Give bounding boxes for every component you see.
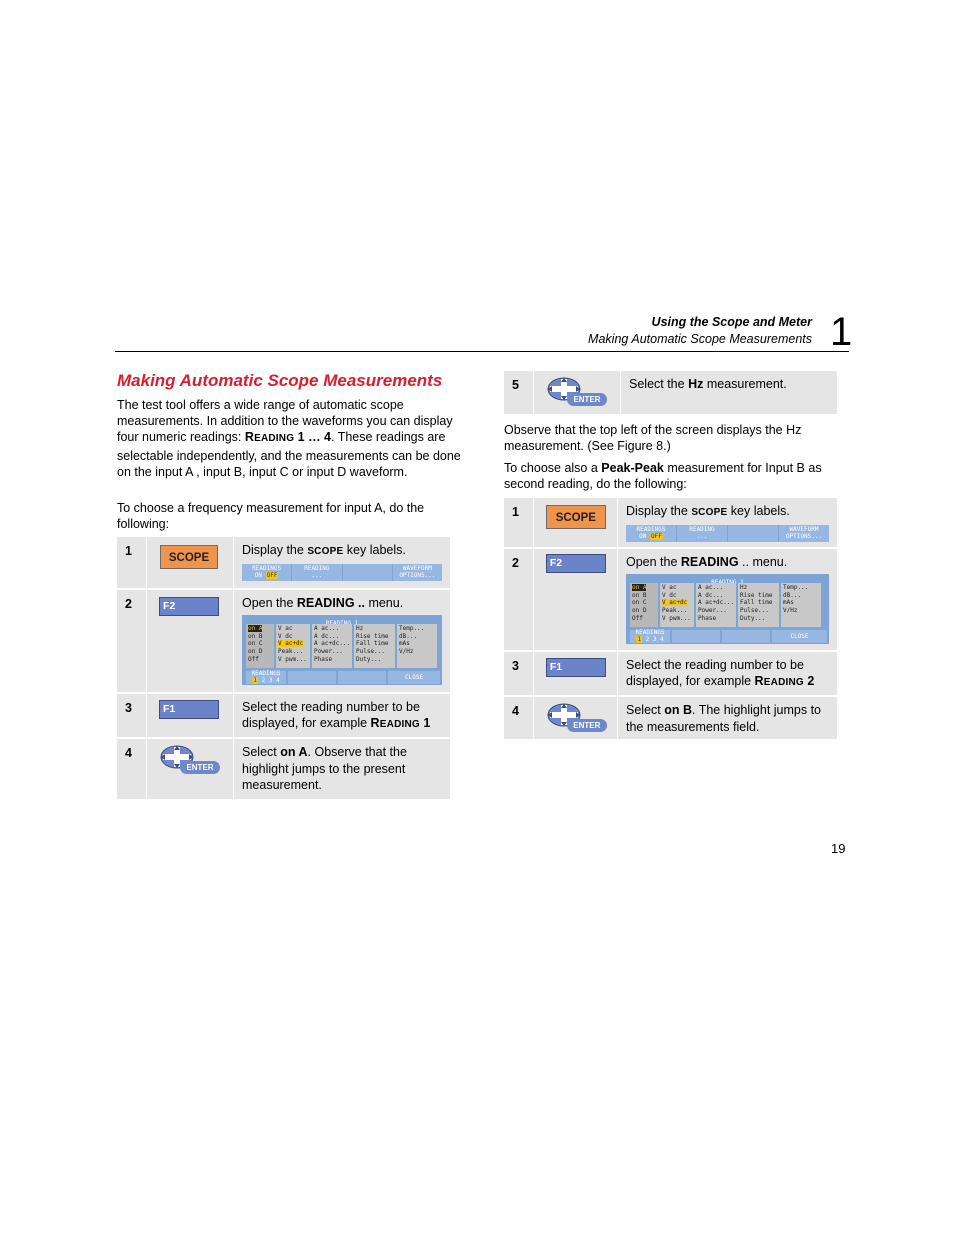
- left-steps-table: [117, 535, 450, 801]
- table-row: [504, 371, 837, 414]
- table-row: [504, 549, 837, 650]
- input-column: on A on B on C on D Off: [630, 583, 658, 627]
- step-text: Open the READING .. menu. on A on B on C on D Off V ac V dc V ac+dc Peak... V pwm... A ac... A dc... A ac+dc... Power... Phase Hz Rise time Fall time Pulse... Duty... Temp... dB... mAs V/Hz READINGS 1 2 3 4 CLOSE: [618, 549, 837, 650]
- readings-on-off-label: READINGS ON OFF: [626, 525, 676, 542]
- key-cell: [534, 371, 621, 414]
- f2-key-button[interactable]: F2: [159, 597, 219, 616]
- step-number: 2: [117, 590, 147, 692]
- key-cell: [147, 739, 234, 799]
- waveform-options-label: WAVEFORM OPTIONS...: [779, 525, 829, 542]
- empty-label: [728, 525, 778, 542]
- key-cell: [534, 549, 618, 650]
- current-column: A ac... A dc... A ac+dc... Power... Phase: [696, 583, 736, 627]
- peak-peak-paragraph: To choose also a Peak-Peak measurement for Input B as second reading, do the following:: [504, 461, 822, 492]
- frequency-column: Hz Rise time Fall time Pulse... Duty...: [354, 624, 395, 668]
- step-number: 4: [504, 697, 534, 739]
- other-column: Temp... dB... mAs V/Hz: [781, 583, 821, 627]
- step-number: 1: [117, 537, 147, 588]
- key-cell: [534, 697, 618, 739]
- page-number: 19: [831, 841, 846, 856]
- table-row: [117, 694, 450, 737]
- intro-paragraph: The test tool offers a wide range of automatic scope measurements. In addition to the waveforms you can display four numeric readings: READING 1 … 4. These readings are selectable independently, and the measurements can be done on the input A , input B, input C or input D waveform.: [117, 398, 461, 479]
- enter-key-button[interactable]: [546, 702, 608, 736]
- current-column: A ac... A dc... A ac+dc... Power... Phase: [312, 624, 352, 668]
- step-text: Select on B. The highlight jumps to the measurements field.: [618, 697, 837, 739]
- step-text: Select the reading number to be displayed, for example READING 1: [234, 694, 450, 737]
- enter-label: ENTER: [567, 393, 607, 406]
- key-cell: [147, 590, 234, 692]
- other-column: Temp... dB... mAs V/Hz: [397, 624, 437, 668]
- waveform-options-label: WAVEFORM OPTIONS...: [393, 564, 442, 581]
- reading-menu-label: READING ...: [677, 525, 727, 542]
- step-text: Display the SCOPE key labels. READINGS ON OFF READING ... WAVEFORM OPTIONS...: [234, 537, 450, 588]
- reading-menu-screen: [242, 615, 442, 685]
- right-step5-table: [504, 369, 837, 416]
- voltage-column: V ac V dc V ac+dc Peak... V pwm...: [276, 624, 310, 668]
- step-text: Select on A. Observe that the highlight jumps to the present measurement.: [234, 739, 450, 799]
- step-text: Open the READING .. menu. on A on B on C on D Off V ac V dc V ac+dc Peak... V pwm... A ac... A dc... A ac+dc... Power... Phase Hz Rise time Fall time Pulse... Duty... Temp... dB... mAs V/Hz READINGS 1 2 3 4 CLOSE: [234, 590, 450, 692]
- frequency-column: Hz Rise time Fall time Pulse... Duty...: [738, 583, 779, 627]
- chapter-title: Using the Scope and Meter: [651, 315, 812, 329]
- enter-key-button[interactable]: [546, 376, 608, 410]
- step-number: 3: [117, 694, 147, 737]
- chapter-number: 1: [830, 310, 853, 354]
- running-section-title: Making Automatic Scope Measurements: [588, 332, 812, 346]
- step-number: 4: [117, 739, 147, 799]
- table-row: [117, 590, 450, 692]
- enter-label: ENTER: [180, 761, 220, 774]
- table-row: [117, 739, 450, 799]
- key-cell: [534, 498, 618, 547]
- step-number: 3: [504, 652, 534, 695]
- table-row: [504, 652, 837, 695]
- input-column: on A on B on C on D Off: [246, 624, 274, 668]
- scope-key-labels-bar: [626, 525, 829, 542]
- step-number: 1: [504, 498, 534, 547]
- f1-key-button[interactable]: F1: [546, 658, 606, 677]
- f1-key-button[interactable]: F1: [159, 700, 219, 719]
- readings-selector: READINGS 1 2 3 4: [246, 671, 286, 684]
- table-row: [117, 537, 450, 588]
- voltage-column: V ac V dc V ac+dc Peak... V pwm...: [660, 583, 694, 627]
- scope-key-button[interactable]: SCOPE: [546, 505, 606, 529]
- scope-key-button[interactable]: SCOPE: [160, 545, 218, 569]
- step-number: 5: [504, 371, 534, 414]
- table-row: [504, 498, 837, 547]
- enter-key-button[interactable]: [159, 744, 221, 778]
- close-label: CLOSE: [772, 630, 827, 643]
- table-row: [504, 697, 837, 739]
- key-cell: [534, 652, 618, 695]
- section-heading: Making Automatic Scope Measurements: [117, 371, 443, 390]
- step-text: Display the SCOPE key labels. READINGS ON OFF READING ... WAVEFORM OPTIONS...: [618, 498, 837, 547]
- observe-paragraph: Observe that the top left of the screen displays the Hz measurement. (See Figure 8.): [504, 423, 802, 454]
- readings-selector: READINGS 1 2 3 4: [630, 630, 670, 643]
- scope-key-labels-bar: [242, 564, 442, 581]
- step-text: Select the reading number to be displayed, for example READING 2: [618, 652, 837, 695]
- empty-label: [343, 564, 392, 581]
- close-label: CLOSE: [388, 671, 440, 684]
- enter-label: ENTER: [567, 719, 607, 732]
- right-steps-table: [504, 496, 837, 741]
- readings-on-off-label: READINGS ON OFF: [242, 564, 291, 581]
- choose-paragraph: To choose a frequency measurement for input A, do the following:: [117, 501, 425, 532]
- f2-key-button[interactable]: F2: [546, 554, 606, 573]
- reading-menu-screen: [626, 574, 829, 644]
- step-text: Select the Hz measurement.: [621, 371, 837, 414]
- key-cell: [147, 694, 234, 737]
- key-cell: [147, 537, 234, 588]
- reading-menu-label: READING ...: [292, 564, 341, 581]
- header-rule: [115, 351, 849, 352]
- step-number: 2: [504, 549, 534, 650]
